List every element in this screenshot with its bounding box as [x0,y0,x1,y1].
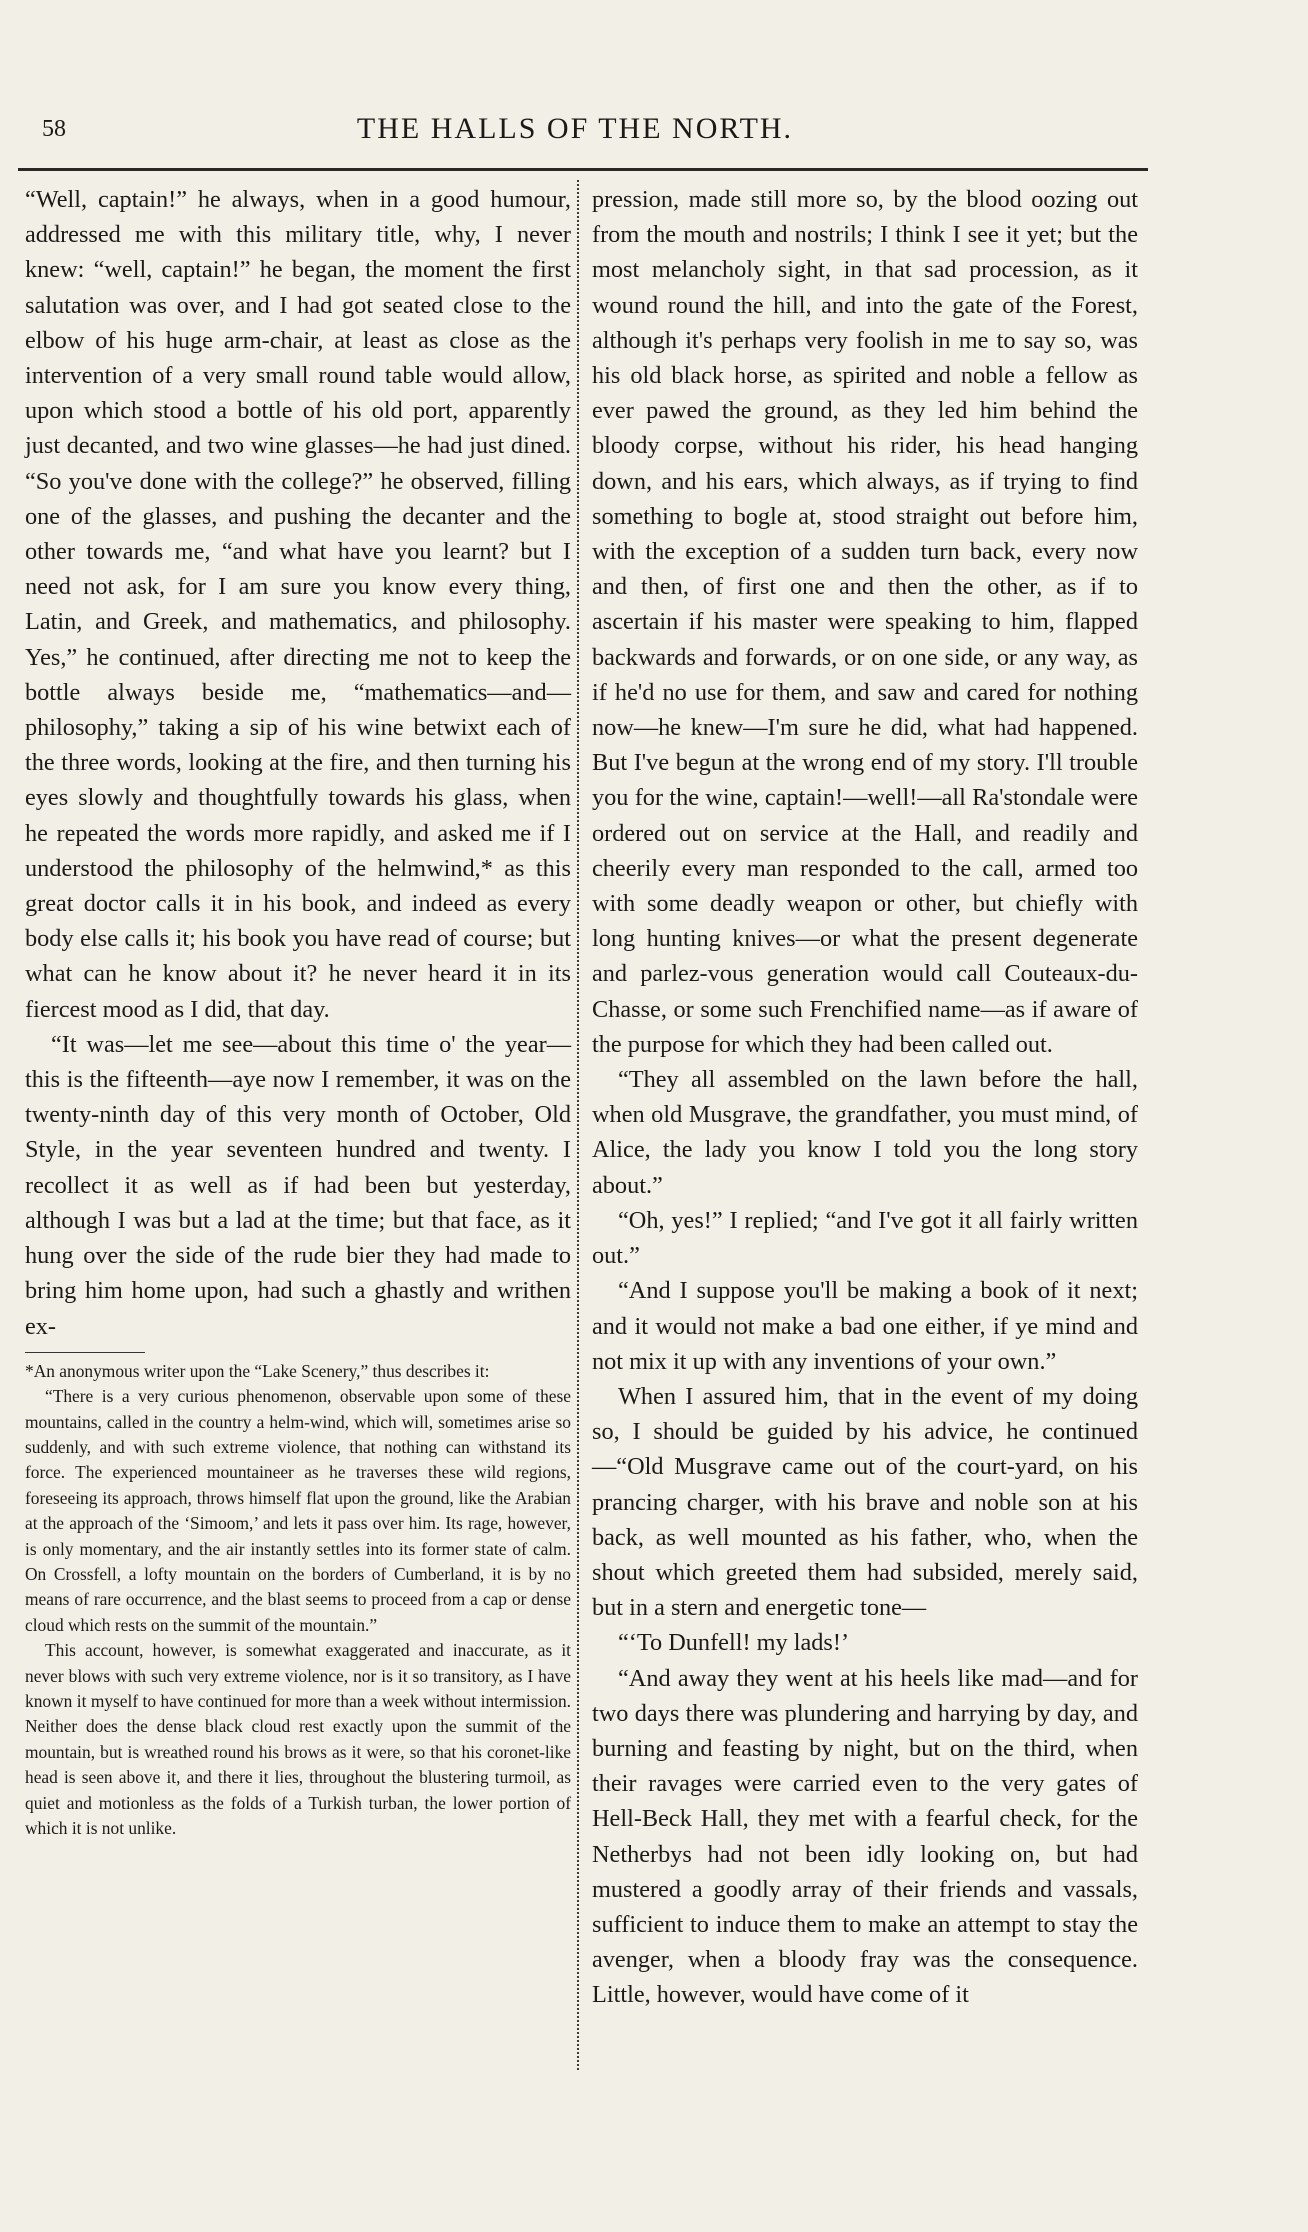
paragraph: pression, made still more so, by the blood oozing out from the mouth and nostrils; I think I see it yet; but the most melancholy sight, in that sad procession, as it wound round the hill, and into the gate of the Forest, although it's perhaps very foolish in me to say so, was his old black horse, as spirited and noble a fellow as ever pawed the ground, as they led him behind the bloody corpse, without his rider, his head hanging down, and his ears, which always, as if trying to find something to bogle at, stood straight out before him, with the exception of a sudden turn back, every now and then, of first one and then the other, as if to ascertain if his master were speaking to him, flapped backwards and forwards, or on one side, or any way, as if he'd no use for them, and saw and cared for nothing now—he knew—I'm sure he did, what had happened. But I've begun at the wrong end of my story. I'll trouble you for the wine, captain!—well!—all Ra'stondale were ordered out on service at the Hall, and readily and cheerily every man responded to the call, armed too with some deadly weapon or other, but chiefly with long hunting knives—or what the present degenerate and parlez-vous generation would call Couteaux-du-Chasse, or some such Frenchified name—as if aware of the purpose for which they had been called out. [592,186,1138,1058]
paragraph: “Well, captain!” he always, when in a good humour, addressed me with this military title, why, I never knew: “well, captain!” he began, the moment the first salutation was over, and I had got seated close to the elbow of his huge arm-chair, at least as close as the intervention of a very small round table would allow, upon which stood a bottle of his old port, apparently just decanted, and two wine glasses—he had just dined. “So you've done with the college?” he observed, filling one of the glasses, and pushing the decanter and the other towards me, “and what have you learnt? but I need not ask, for I am sure you know every thing, Latin, and Greek, and mathematics, and philosophy. Yes,” he continued, after directing me not to keep the bottle always beside me, “mathematics—and—philosophy,” taking a sip of his wine betwixt each of the three words, looking at the fire, and then turning his eyes slowly and thoughtfully towards his glass, when he repeated the words more rapidly, and asked me if I understood the philosophy of the helmwind,* as this great doctor calls it in his book, and indeed as every body else calls it; his book you have read of course; but what can he know about it? he never heard it in its fiercest mood as I did, that day. [25,186,571,1023]
paragraph: “It was—let me see—about this time o' the year—this is the fifteenth—aye now I remember, it was on the twenty-ninth day of this very month of October, Old Style, in the year seventeen hundred and twenty. I recollect it as well as if had been but yesterday, although I was but a lad at the time; but that face, as it hung over the side of the rude bier they had made to bring him home upon, had such a ghastly and writhen ex- [25,1030,571,1340]
footnote-intro: *An anonymous writer upon the “Lake Scenery,” thus describes it: [25,1360,490,1381]
running-title: THE HALLS OF THE NORTH. [356,112,794,145]
left-column [25,182,571,1841]
footnote-rule [25,1352,145,1353]
right-column [592,182,1138,2013]
footnote-comment: This account, however, is somewhat exaggerated and inaccurate, as it never blows with such very extreme violence, nor is it so transitory, as I have known it myself to have continued for more than a week without intermission. Neither does the dense black cloud rest exactly upon the summit of the mountain, but is wreathed round his brows as it were, so that his coronet-like head is seen above it, and there it lies, throughout the blustering turmoil, as quiet and motionless as the folds of a Turkish turban, the lower portion of which it is not unlike. [25,1640,571,1839]
header-rule [18,168,1148,171]
footnote [25,1359,571,1842]
footnote-quote: “There is a very curious phenomenon, observable upon some of these mountains, called in the country a helm-wind, which will, sometimes arise so suddenly, and with such extreme violence, that nothing can withstand its force. The experienced mountaineer as he traverses these wild regions, foreseeing its approach, throws himself flat upon the ground, like the Arabian at the approach of the ‘Simoom,’ and lets it pass over him. Its rage, however, is only momentary, and the air instantly settles into its former state of calm. On Crossfell, a lofty mountain on the borders of Cumberland, it is by no means of rare occurrence, and the blast seems to proceed from a cap or dense cloud which rests on the summit of the mountain.” [25,1386,571,1635]
paragraph: “They all assembled on the lawn before the hall, when old Musgrave, the grandfather, you must mind, of Alice, the lady you know I told you the long story about.” [592,1066,1138,1199]
paragraph: “And away they went at his heels like mad—and for two days there was plundering and harrying by day, and burning and feasting by night, but on the third, when their ravages were carried even to the very gates of Hell-Beck Hall, they met with a fearful check, for the Netherbys had not been idly looking on, but had mustered a goodly array of their friends and vassals, sufficient to induce them to make an attempt to stay the avenger, when a bloody fray was the consequence. Little, however, would have come of it [592,1664,1138,2009]
paragraph: “Oh, yes!” I replied; “and I've got it all fairly written out.” [592,1206,1138,1270]
paragraph: When I assured him, that in the event of my doing so, I should be guided by his advice, he continued—“Old Musgrave came out of the court-yard, on his prancing charger, with his brave and noble son at his back, as well mounted as his father, who, when the shout which greeted them had subsided, merely said, but in a stern and energetic tone— [592,1382,1138,1622]
page-number: 58 [42,116,66,142]
column-divider [577,180,579,2070]
paragraph: “And I suppose you'll be making a book of it next; and it would not make a bad one either, if ye mind and not mix it up with any inventions of your own.” [592,1277,1138,1375]
paragraph: “‘To Dunfell! my lads!’ [618,1629,850,1657]
page-header [30,110,1120,160]
